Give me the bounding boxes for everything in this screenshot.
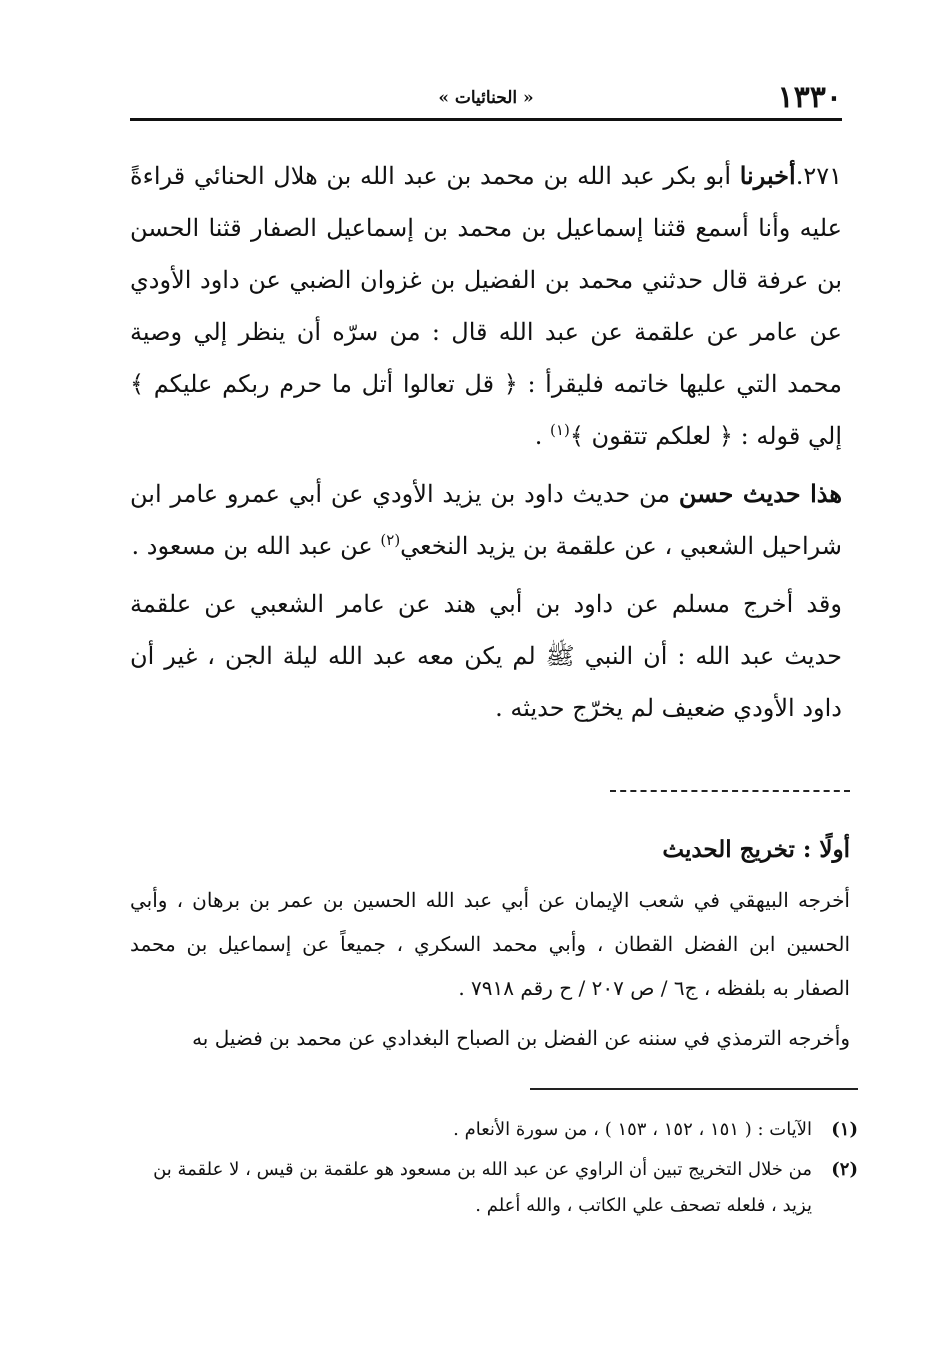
grading-label: هذا حديث حسن — [678, 479, 842, 508]
page-header — [130, 78, 842, 121]
grading-paragraph — [130, 468, 842, 572]
takhrij-section — [130, 828, 850, 1066]
page-number: ١٣٣٠ — [777, 80, 842, 115]
footnotes — [130, 1112, 858, 1228]
footnote-marker-2: (٢) — [380, 531, 401, 549]
running-title: « الحنائيات » — [438, 88, 534, 108]
muslim-note: وقد أخرج مسلم عن داود بن أبي هند عن عامر الشعبي عن علقمة حديث عبد الله : أن النبي ﷺ لم يكن معه عبد الله ليلة الجن ، غير أن داود الأودي ضعيف لم يخرّج حديثه . — [130, 590, 842, 722]
takhrij-paragraph-2: وأخرجه الترمذي في سننه عن الفضل بن الصباح البغدادي عن محمد بن فضيل به — [192, 1026, 850, 1050]
hadith-number: ٢٧١. — [795, 162, 842, 190]
grading-text: من حديث داود بن يزيد الأودي عن أبي عمرو عامر ابن شراحيل الشعبي ، عن علقمة بن يزيد النخعي — [130, 480, 842, 560]
footnote-2 — [130, 1152, 858, 1224]
dashed-separator — [610, 790, 850, 792]
hadith-paragraph — [130, 150, 842, 462]
takhrij-paragraph-1: أخرجه البيهقي في شعب الإيمان عن أبي عبد الله الحسين بن عمر بن برهان ، وأبي الحسين ابن الفضل القطان ، وأبي محمد السكري ، جميعاً عن إسماعيل بن محمد الصفار به بلفظه ، ج٦ / ص ٢٠٧ / ح رقم ٧٩١٨ . — [130, 888, 850, 1000]
section-heading: أولًا : تخريج الحديث — [662, 836, 850, 863]
sentence-end: . — [534, 422, 551, 450]
footnote-divider — [530, 1088, 858, 1090]
footnote-text: من خلال التخريج تبين أن الراوي عن عبد الله بن مسعود هو علقمة بن قيس ، لا علقمة بن يزيد ، فلعله تصحف علي الكاتب ، والله أعلم . — [153, 1159, 812, 1216]
hadith-text — [130, 150, 842, 740]
footnote-1 — [130, 1112, 858, 1148]
footnote-number: (١) — [831, 1119, 858, 1140]
chain-start: أخبرنا — [739, 161, 796, 190]
footnote-number: (٢) — [831, 1159, 858, 1180]
footnote-text: الآيات : ( ١٥١ ، ١٥٢ ، ١٥٣ ) ، من سورة الأنعام . — [453, 1119, 812, 1140]
grading-end: عن عبد الله بن مسعود . — [131, 532, 373, 560]
isnad-and-matn: أبو بكر عبد الله بن محمد بن عبد الله بن هلال الحنائي قراءةً عليه وأنا أسمع قثنا إسماعيل بن محمد بن إسماعيل الصفار قثنا الحسن بن عرفة قال حدثني محمد بن الفضيل بن غزوان الضبي عن داود الأودي عن عامر عن علقمة عن عبد الله قال : من سرّه أن ينظر إلي وصية محمد التي عليها خاتمه فليقرأ : ﴿ قل تعالوا أتل ما حرم ربكم عليكم ﴾ إلي قوله : ﴿ لعلكم تتقون ﴾ — [130, 162, 842, 450]
footnote-marker-1: (١) — [550, 421, 570, 439]
